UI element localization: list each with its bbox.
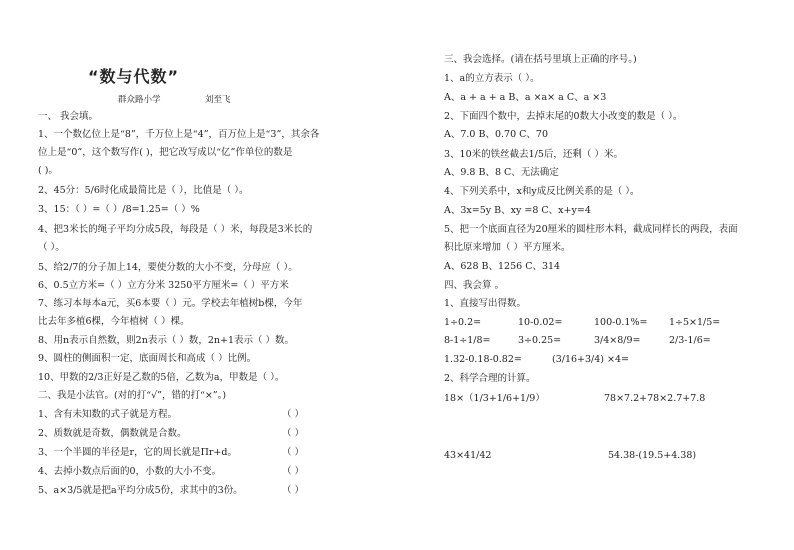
question-9: 9、圆柱的侧面积一定，底面周长和高成（ ）比例。 <box>38 353 257 364</box>
choice-1-options: A、a + a + a B、a ×a× a C、a ×3 <box>444 92 607 103</box>
calc-item: 2/3-1/6= <box>669 335 711 346</box>
choice-2: 2、下面四个数中，去掉末尾的0数大小改变的数是（ ）。 <box>444 111 683 122</box>
author-name: 刘至飞 <box>205 95 231 105</box>
choice-4: 4、下列关系中，x和y成反比例关系的是（ ）。 <box>444 186 640 197</box>
calc-item: 8-1÷1/8= <box>444 335 491 346</box>
judge-2-answer: （ ） <box>282 428 305 439</box>
judge-1-answer: （ ） <box>282 409 305 420</box>
question-6: 6、0.5立方米=（ ）立方分米 3250平方厘米=（ ）平方米 <box>38 280 289 291</box>
judge-4: 4、去掉小数点后面的0，小数的大小不变。 <box>38 466 222 477</box>
question-1-line-2: 位上是“0”，这个数写作( )，把它改写成以“亿”作单位的数是 <box>38 147 293 158</box>
calc-item: 3÷0.25= <box>518 335 562 346</box>
section-judge-heading: 二、我是小法官。(对的打“√”，错的打“×”。) <box>38 390 227 401</box>
calc-smart-item: 78×7.2+78×2.7+7.8 <box>604 393 706 404</box>
question-4-line-2: （ ）。 <box>38 242 65 253</box>
question-7-line-2: 比去年多植6棵，今年植树（ ）棵。 <box>38 316 190 327</box>
question-5: 5、给2/7的分子加上14，要使分数的大小不变，分母应（ ）。 <box>38 262 298 273</box>
question-4-line-1: 4、把3米长的绳子平均分成5段，每段是（ ）米，每段是3米长的 <box>38 224 313 235</box>
judge-3: 3、一个半圆的半径是r，它的周长就是Πr+d。 <box>38 447 237 458</box>
calc-item: 1÷0.2= <box>444 317 482 328</box>
calc-item: (3/16+3/4) ×4= <box>552 354 629 365</box>
judge-4-answer: （ ） <box>282 466 305 477</box>
judge-5: 5、a×3/5就是把a平均分成5份，求其中的3份。 <box>38 485 243 496</box>
calc-smart-item: 54.38-(19.5+4.38) <box>608 450 697 461</box>
choice-5-options: A、628 B、1256 C、314 <box>444 261 561 272</box>
section-fill-in-heading: 一、 我会填。 <box>38 111 99 122</box>
choice-1: 1、a的立方表示（ ）。 <box>444 73 540 84</box>
calc-item: 3/4×8/9= <box>594 335 641 346</box>
question-1-line-3: ( )。 <box>38 165 58 176</box>
choice-2-options: A、7.0 B、0.70 C、70 <box>444 129 548 140</box>
calc-item: 10-0.02= <box>518 317 563 328</box>
judge-5-answer: （ ） <box>282 485 305 496</box>
choice-5-line-1: 5、把一个底面直径为20厘米的圆柱形木料，截成同样长的两段，表面 <box>444 224 738 235</box>
question-7-line-1: 7、练习本每本a元，买6本要（ ）元。学校去年植树b棵，今年 <box>38 298 303 309</box>
choice-3: 3、10米的铁丝截去1/5后，还剩（ ）米。 <box>444 149 623 160</box>
question-2: 2、45分：5/6时化成最简比是（ ），比值是（ ）。 <box>38 185 249 196</box>
judge-3-answer: （ ） <box>282 447 305 458</box>
calc-item: 1.32-0.18-0.82= <box>444 354 522 365</box>
choice-3-options: A、9.8 B、8 C、无法确定 <box>444 167 559 178</box>
judge-1: 1、含有未知数的式子就是方程。 <box>38 409 178 420</box>
question-1-line-1: 1、一个数亿位上是“8”，千万位上是“4”，百万位上是“3”，其余各 <box>38 129 320 140</box>
calc-smart-heading: 2、科学合理的计算。 <box>444 373 536 384</box>
choice-5-line-2: 积比原来增加（ ）平方厘米。 <box>444 242 571 253</box>
calc-smart-item: 43×41/42 <box>444 450 492 461</box>
section-calc-heading: 四、我会算 。 <box>444 280 505 291</box>
question-8: 8、用n表示自然数，则2n表示（ ）数，2n+1表示（ ）数。 <box>38 335 295 346</box>
question-10: 10、甲数的2/3正好是乙数的5倍，乙数为a，甲数是（ ）。 <box>38 372 285 383</box>
calc-direct-heading: 1、直接写出得数。 <box>444 298 527 309</box>
section-choice-heading: 三、我会选择。(请在括号里填上正确的序号。) <box>444 54 637 65</box>
calc-smart-item: 18×（1/3+1/6+1/9） <box>444 393 545 404</box>
page-title: “数与代数” <box>88 67 180 86</box>
choice-4-options: A、3x=5y B、xy =8 C、x+y=4 <box>444 205 591 216</box>
calc-item: 1÷5×1/5= <box>669 317 721 328</box>
school-name: 群众路小学 <box>118 95 161 105</box>
judge-2: 2、质数就是奇数，偶数就是合数。 <box>38 428 187 439</box>
calc-item: 100-0.1%= <box>594 317 648 328</box>
question-3: 3、15：（ ）=（ ）/8=1.25=（ ）% <box>38 204 200 215</box>
